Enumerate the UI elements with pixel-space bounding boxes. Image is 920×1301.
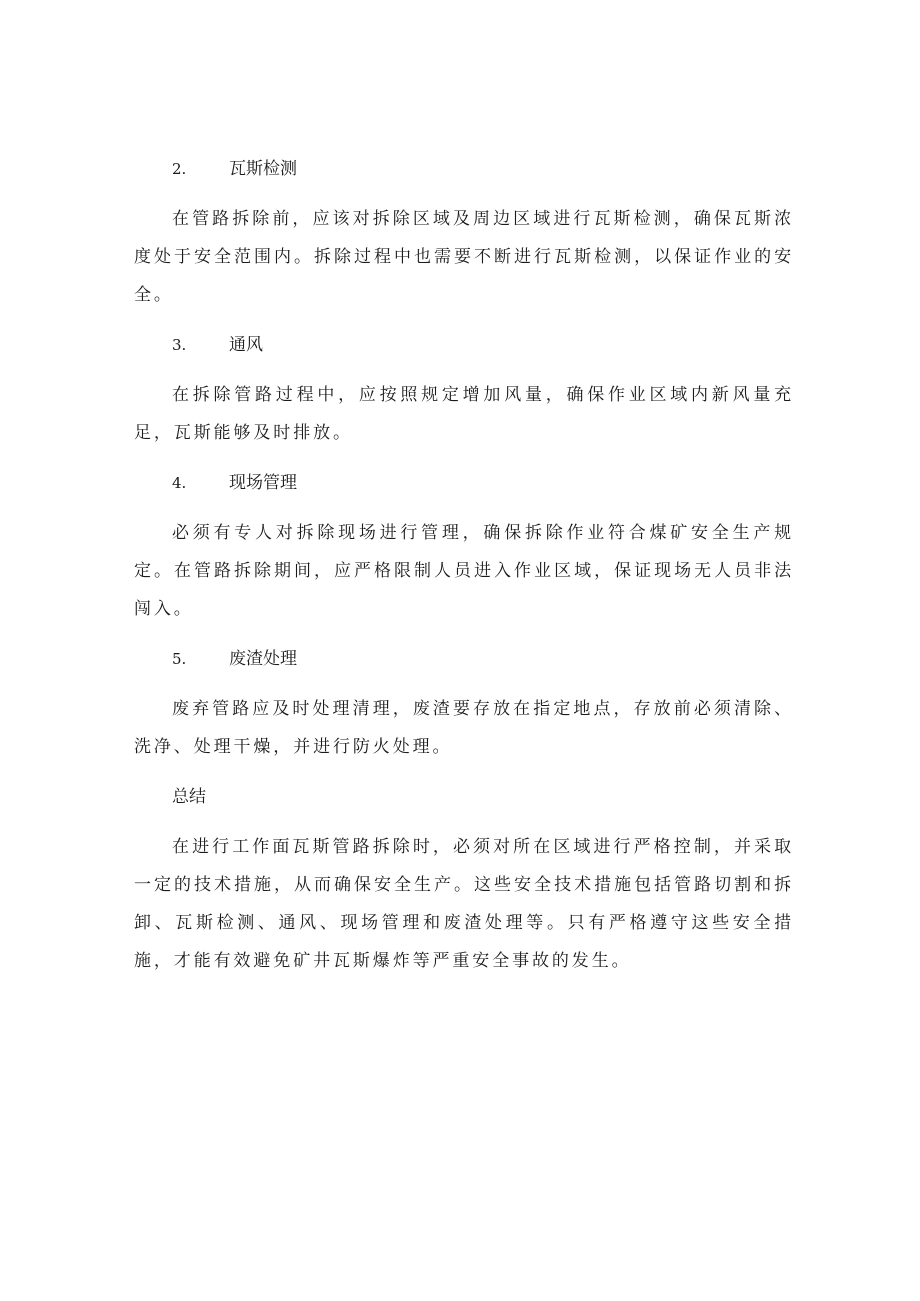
section-title: 现场管理	[229, 473, 297, 493]
section-heading-waste-disposal	[134, 640, 794, 678]
summary-title: 总结	[172, 787, 206, 807]
section-title: 废渣处理	[229, 649, 297, 669]
section-title: 通风	[229, 335, 263, 355]
section-number: 3.	[172, 336, 187, 354]
section-number: 5.	[172, 650, 187, 668]
section-body-waste-disposal: 废弃管路应及时处理清理，废渣要存放在指定地点，存放前必须清除、洗净、处理干燥，并进行防火处理。	[134, 699, 794, 757]
summary-body: 在进行工作面瓦斯管路拆除时，必须对所在区域进行严格控制，并采取一定的技术措施，从而确保安全生产。这些安全技术措施包括管路切割和拆卸、瓦斯检测、通风、现场管理和废渣处理等。只有严格遵守这些安全措施，才能有效避免矿井瓦斯爆炸等严重安全事故的发生。	[134, 837, 794, 971]
section-heading-ventilation	[134, 326, 794, 364]
section-body-gas-detection: 在管路拆除前，应该对拆除区域及周边区域进行瓦斯检测，确保瓦斯浓度处于安全范围内。拆除过程中也需要不断进行瓦斯检测，以保证作业的安全。	[134, 209, 794, 305]
section-number: 2.	[172, 160, 187, 178]
section-number: 4.	[172, 474, 187, 492]
section-body-site-management: 必须有专人对拆除现场进行管理，确保拆除作业符合煤矿安全生产规定。在管路拆除期间，应严格限制人员进入作业区域，保证现场无人员非法闯入。	[134, 523, 794, 619]
document-content	[134, 150, 794, 992]
section-heading-gas-detection	[134, 150, 794, 188]
section-body-ventilation: 在拆除管路过程中，应按照规定增加风量，确保作业区域内新风量充足，瓦斯能够及时排放。	[134, 385, 794, 443]
section-title: 瓦斯检测	[229, 159, 297, 179]
section-heading-site-management	[134, 464, 794, 502]
